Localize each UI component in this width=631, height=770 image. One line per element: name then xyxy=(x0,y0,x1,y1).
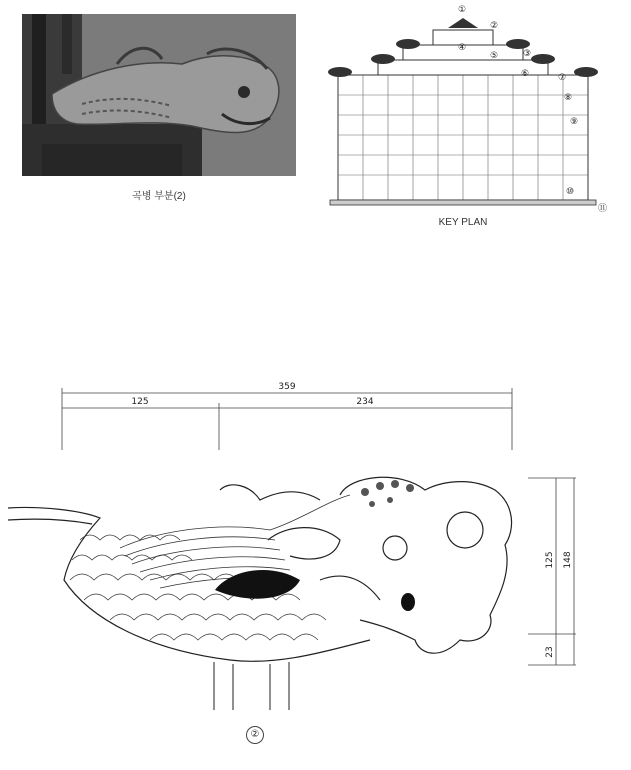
marker-6: ⑥ xyxy=(521,69,530,79)
marker-2: ② xyxy=(490,21,499,31)
marker-4: ④ xyxy=(458,43,467,53)
marker-3: ③ xyxy=(523,49,532,59)
marker-1: ① xyxy=(458,5,467,15)
figure-number: ② xyxy=(246,726,264,744)
marker-7: ⑦ xyxy=(558,73,567,83)
dragon-photo xyxy=(22,14,296,176)
dim-vert-inner: 125 xyxy=(545,551,555,569)
dim-total: 359 xyxy=(278,382,296,392)
key-plan-drawing xyxy=(318,0,618,225)
marker-11: ⑪ xyxy=(598,204,608,214)
dim-right: 234 xyxy=(356,397,374,407)
dragon-photo-image xyxy=(22,14,296,176)
dim-left: 125 xyxy=(131,397,149,407)
dragon-head-drawing xyxy=(0,370,631,770)
photo-caption: 곡병 부분(2) xyxy=(132,191,186,202)
marker-9: ⑨ xyxy=(570,117,579,127)
dim-vert-bottom: 23 xyxy=(545,646,555,658)
marker-10: ⑩ xyxy=(566,187,575,197)
dim-vert-outer: 148 xyxy=(563,551,573,569)
marker-5: ⑤ xyxy=(490,51,499,61)
marker-8: ⑧ xyxy=(564,93,573,103)
key-plan-title: KEY PLAN xyxy=(438,217,488,228)
